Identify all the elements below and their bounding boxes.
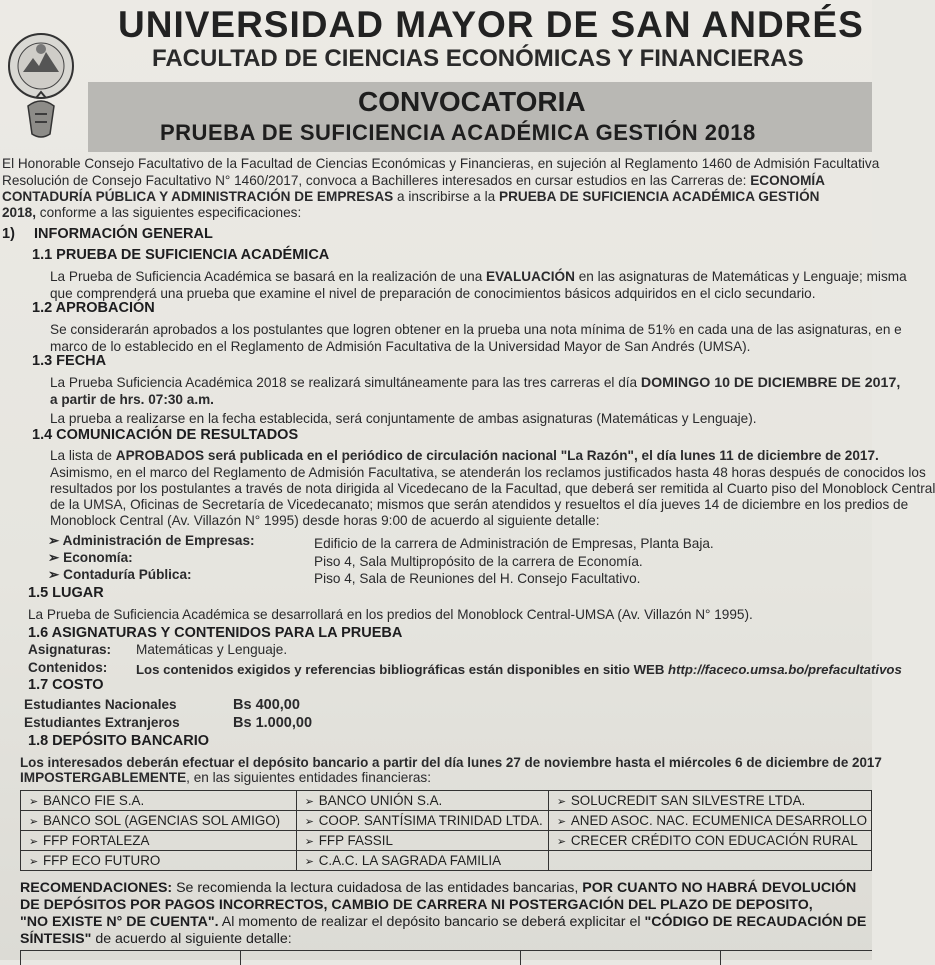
table-row (21, 791, 872, 811)
career-label: Administración de Empresas: (62, 533, 255, 548)
recommendations-line-3 (20, 914, 866, 930)
bank-cell (296, 831, 548, 851)
arrow-right-icon: ➢ (556, 796, 567, 808)
bank-cell (21, 791, 297, 811)
text: Los contenidos exigidos y referencias bibliográficas están disponibles en sitio WEB (136, 662, 669, 677)
section-1-5-line-1: La Prueba de Suficiencia Académica se desarrollará en los predios del Monoblock Central-UMSA (Av. Villazón N° 1995). (28, 607, 753, 622)
evaluation-label: EVALUACIÓN (486, 269, 575, 284)
claim-place-career (48, 550, 133, 566)
national-fee-label: Estudiantes Nacionales (24, 697, 177, 712)
section-1-title: INFORMACIÓN GENERAL (34, 226, 213, 242)
subjects-label: Asignaturas: (28, 642, 112, 657)
contents-label: Contenidos: (28, 660, 108, 675)
section-1-4-line-5: Monoblock Central (Av. Villazón N° 1995) desde horas 9:00 de acuerdo al siguiente detalle: (50, 513, 600, 528)
arrow-right-icon: ➢ (48, 550, 64, 565)
recommendations-line-2: DE DEPÓSITOS POR PAGOS INCORRECTOS, CAMBIO DE CARRERA NI POSTERGACIÓN DEL PLAZO DE DEPOSITO, (20, 897, 813, 913)
section-1-number: 1) (2, 226, 15, 242)
university-name: UNIVERSIDAD MAYOR DE SAN ANDRÉS (118, 4, 864, 45)
bank-cell (548, 831, 871, 851)
claim-place-career (48, 533, 255, 549)
bank-name: SOLUCREDIT SAN SILVESTRE LTDA. (570, 793, 806, 808)
exam-date: DOMINGO 10 DE DICIEMBRE DE 2017, (640, 375, 901, 391)
banks-table (20, 790, 872, 871)
arrow-right-icon: ➢ (304, 856, 314, 868)
bank-cell (548, 851, 871, 871)
exam-time: a partir de hrs. 07:30 a.m. (50, 392, 214, 407)
bank-cell (296, 791, 548, 811)
career-label: Economía: (63, 550, 133, 565)
career-label: Contaduría Pública: (63, 567, 192, 582)
text: , en las siguientes entidades financieras: (186, 770, 431, 785)
bank-name: BANCO UNIÓN S.A. (318, 793, 443, 808)
section-1-1-line-1 (50, 269, 907, 285)
arrow-right-icon: ➢ (556, 816, 567, 828)
table-divider (720, 951, 721, 965)
bank-cell (548, 811, 871, 831)
intro-test-name: PRUEBA DE SUFICIENCIA ACADÉMICA GESTIÓN (499, 189, 820, 204)
arrow-right-icon: ➢ (48, 567, 64, 582)
claim-place-career (48, 567, 192, 583)
bank-name: BANCO SOL (AGENCIAS SOL AMIGO) (43, 813, 281, 828)
bank-name: ANED ASOC. NAC. ECUMENICA DESARROLLO (570, 813, 867, 828)
bank-cell (21, 831, 297, 851)
bank-name: FFP FORTALEZA (43, 833, 150, 848)
arrow-right-icon: ➢ (304, 816, 314, 828)
table-row (21, 811, 872, 831)
section-1-1-line-2: que comprenderá una prueba que examine el nivel de preparación de conocimientos básicos adquiridos en el ciclo secundario. (50, 286, 816, 301)
intro-line-2 (2, 173, 825, 189)
text: La Prueba Suficiencia Académica 2018 se realizará simultáneamente para las tres carreras el día (50, 375, 641, 390)
bank-name: C.A.C. LA SAGRADA FAMILIA (318, 853, 502, 868)
bank-name: COOP. SANTÍSIMA TRINIDAD LTDA. (318, 813, 543, 828)
detail-table-top (20, 950, 872, 965)
table-row (21, 851, 872, 871)
table-divider (240, 951, 241, 965)
arrow-right-icon: ➢ (48, 533, 63, 548)
intro-text: Resolución de Consejo Facultativo N° 1460/2017, convoca a Bachilleres interesados en cursar estudios en las Carreras de: (2, 173, 751, 188)
code-label: "CÓDIGO DE RECAUDACIÓN DE (644, 914, 867, 930)
intro-career-economia: ECONOMÍA (750, 173, 825, 188)
text: en las asignaturas de Matemáticas y Lenguaje; misma (574, 269, 907, 284)
bank-cell (21, 811, 297, 831)
claim-place-location: Edificio de la carrera de Administración de Empresas, Planta Baja. (314, 536, 714, 551)
bank-name: FFP ECO FUTURO (43, 853, 161, 868)
text: Al momento de realizar el depósito bancario se deberá explicitar el (218, 914, 645, 930)
claim-place-location: Piso 4, Sala de Reuniones del H. Consejo Facultativo. (314, 571, 641, 586)
section-1-4-line-1 (50, 448, 879, 464)
bank-name: FFP FASSIL (318, 833, 393, 848)
section-1-3-title: 1.3 FECHA (32, 353, 107, 369)
foreign-fee-label: Estudiantes Extranjeros (24, 715, 180, 730)
bank-cell (296, 851, 548, 871)
text: La Prueba de Suficiencia Académica se basará en la realización de una (50, 269, 487, 284)
intro-line-4 (2, 205, 301, 221)
intro-careers: CONTADURÍA PÚBLICA Y ADMINISTRACIÓN DE EMPRESAS (2, 189, 394, 204)
section-1-5-title: 1.5 LUGAR (28, 585, 104, 601)
section-1-3-line-1 (50, 375, 900, 391)
bank-cell (548, 791, 871, 811)
section-1-2-line-1: Se considerarán aprobados a los postulantes que logren obtener en la prueba una nota mínima de 51% en cada una de las asignaturas, en e (50, 322, 902, 337)
arrow-right-icon: ➢ (29, 836, 39, 848)
section-1-4-title: 1.4 COMUNICACIÓN DE RESULTADOS (32, 427, 299, 443)
intro-line-3 (2, 189, 819, 205)
foreign-fee-value: Bs 1.000,00 (233, 715, 313, 731)
section-1-1-title: 1.1 PRUEBA DE SUFICIENCIA ACADÉMICA (32, 247, 330, 263)
section-1-7-title: 1.7 COSTO (28, 677, 104, 693)
text: de acuerdo al siguiente detalle: (91, 931, 292, 947)
document-title: CONVOCATORIA (358, 86, 586, 117)
section-1-4-line-2: Asimismo, en el marco del Reglamento de Admisión Facultativa, se atenderán los reclamos justificados hasta 48 horas después de conocidos los (50, 465, 926, 480)
approved-label: APROBADOS (115, 448, 205, 463)
text: La lista de (50, 448, 116, 463)
subjects-value: Matemáticas y Lenguaje. (136, 642, 288, 657)
bank-cell (296, 811, 548, 831)
arrow-right-icon: ➢ (29, 796, 39, 808)
arrow-right-icon: ➢ (304, 836, 314, 848)
claim-place-location: Piso 4, Sala Multipropósito de la carrera de Economía. (314, 554, 643, 569)
section-1-4-line-3: resultados por los postulantes a través de nota dirigida al Vicedecano de la Facultad, que deberá ser remitida al Cuarto piso del Monoblock Central (50, 481, 935, 496)
arrow-right-icon: ➢ (304, 796, 314, 808)
intro-text: a inscribirse a la (393, 189, 499, 204)
prefacultativos-link[interactable]: http://faceco.umsa.bo/prefacultativos (668, 662, 902, 677)
section-1-2-line-2: marco de lo establecido en el Reglamento de Admisión Facultativa de la Universidad Mayor de San Andrés (UMSA). (50, 339, 751, 354)
section-1-3-line-3: La prueba a realizarse en la fecha establecida, será conjuntamente de ambas asignaturas (Matemáticas y Lenguaje). (50, 411, 757, 426)
table-row (21, 831, 872, 851)
recommendations-label: RECOMENDACIONES: (20, 880, 173, 896)
contents-value (136, 662, 902, 678)
document-subtitle: PRUEBA DE SUFICIENCIA ACADÉMICA GESTIÓN 2018 (160, 120, 756, 145)
bank-name: BANCO FIE S.A. (43, 793, 145, 808)
faculty-name: FACULTAD DE CIENCIAS ECONÓMICAS Y FINANCIERAS (152, 45, 804, 72)
table-divider (20, 951, 21, 965)
section-1-4-line-4: de la UMSA, Oficinas de Secretaría de Vicedecanato; mismos que serán atendidos y resueltos el día jueves 14 de diciembre en los predios de (50, 497, 909, 512)
section-1-8-line-1: Los interesados deberán efectuar el depósito bancario a partir del día lunes 27 de noviembre hasta el miércoles 6 de diciembre de 2017 (20, 755, 882, 770)
text: Se recomienda la lectura cuidadosa de las entidades bancarias, (172, 880, 583, 896)
national-fee-value: Bs 400,00 (233, 697, 300, 713)
section-1-8-line-2 (20, 770, 431, 786)
university-seal-icon (6, 6, 76, 146)
intro-line-1: El Honorable Consejo Facultativo de la Facultad de Ciencias Económicas y Financieras, en sujeción al Reglamento 1460 de Admisión Facultativa (2, 156, 880, 171)
section-1-2-title: 1.2 APROBACIÓN (32, 300, 155, 316)
section-1-6-title: 1.6 ASIGNATURAS Y CONTENIDOS PARA LA PRUEBA (28, 625, 403, 641)
mandatory-label: IMPOSTERGABLEMENTE (20, 770, 187, 785)
code-label: SÍNTESIS" (20, 931, 92, 947)
warning-text: POR CUANTO NO HABRÁ DEVOLUCIÓN (582, 880, 857, 896)
intro-year: 2018, (2, 205, 37, 220)
arrow-right-icon: ➢ (29, 816, 39, 828)
bank-cell (21, 851, 297, 871)
section-1-8-title: 1.8 DEPÓSITO BANCARIO (28, 733, 210, 749)
publication-info: será publicada en el periódico de circulación nacional "La Razón", el día lunes 11 de diciembre de 2017. (204, 448, 879, 463)
bank-name: CRECER CRÉDITO CON EDUCACIÓN RURAL (570, 833, 858, 848)
table-divider (520, 951, 521, 965)
warning-text: "NO EXISTE N° DE CUENTA". (20, 914, 219, 930)
arrow-right-icon: ➢ (556, 836, 567, 848)
recommendations-line-4 (20, 931, 292, 947)
recommendations-line-1 (20, 880, 856, 896)
arrow-right-icon: ➢ (29, 856, 39, 868)
intro-text: conforme a las siguientes especificaciones: (36, 205, 302, 220)
